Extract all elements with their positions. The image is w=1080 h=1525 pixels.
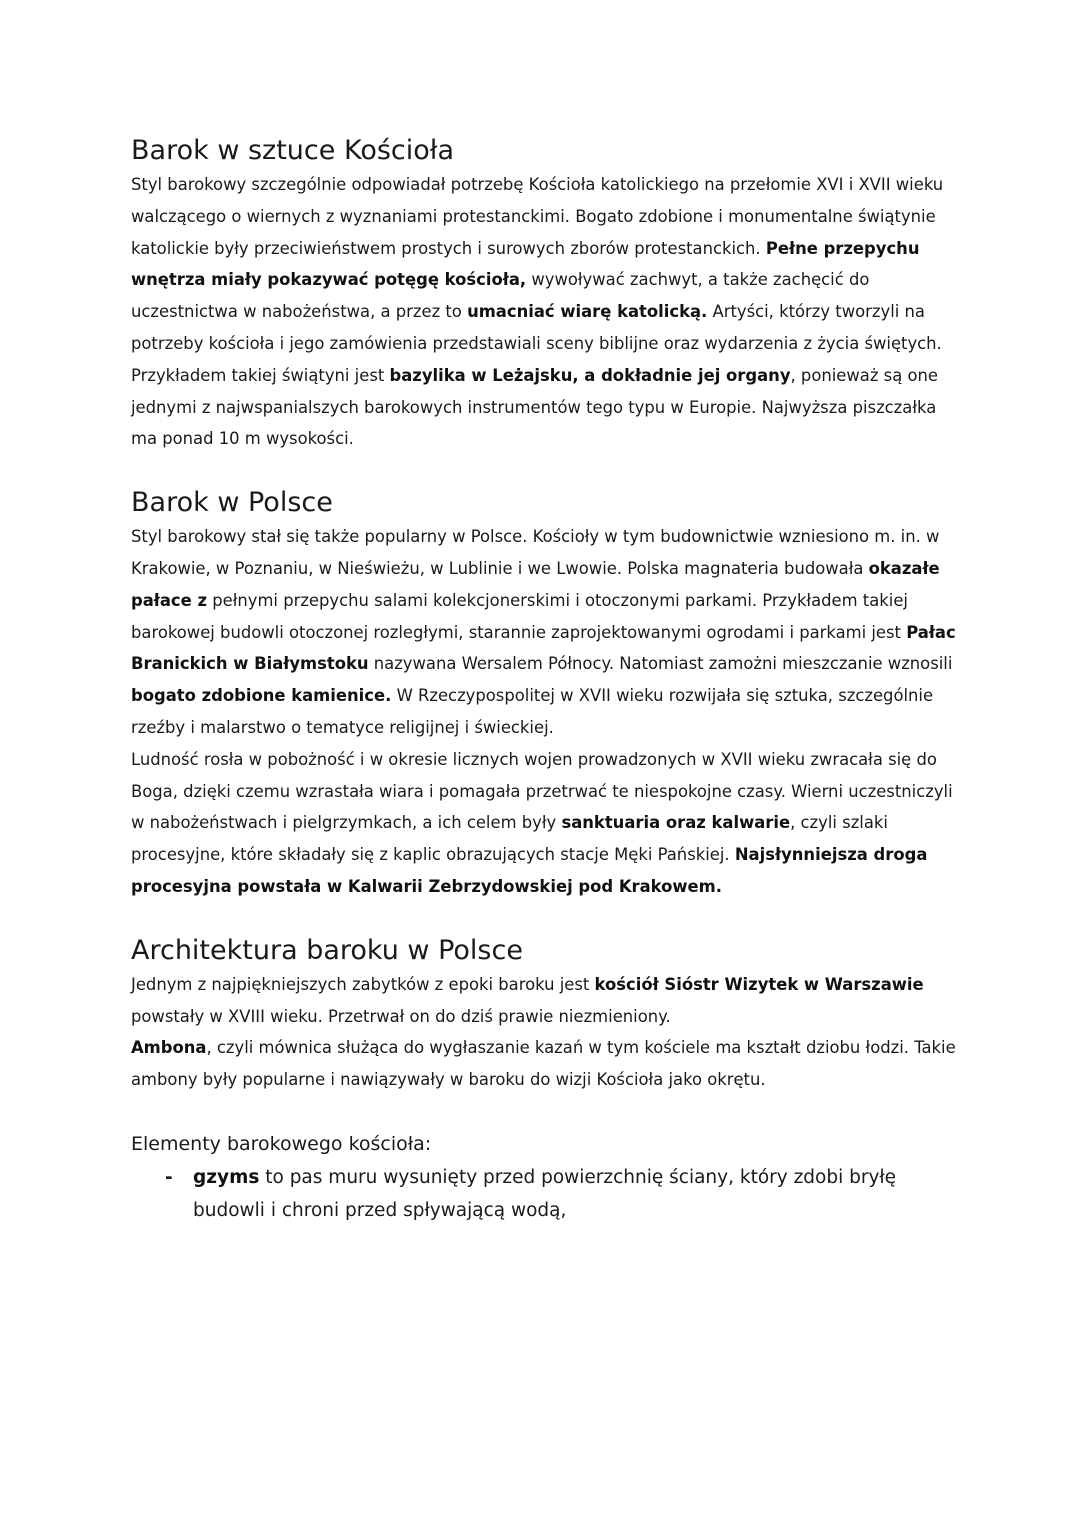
- elements-list: [131, 1161, 961, 1227]
- text-run: Jednym z najpiękniejszych zabytków z epoki baroku jest: [131, 974, 595, 994]
- bullet-dash: -: [165, 1166, 173, 1188]
- elements-list-title: Elementy barokowego kościoła:: [131, 1132, 432, 1155]
- text-run: to pas muru wysunięty przed powierzchnię ściany, który zdobi bryłę budowli i chroni przed spływającą wodą,: [193, 1166, 897, 1221]
- bold-text-run: Pałac Branickich w Białymstoku: [131, 622, 956, 674]
- section-barok-w-sztuce-kosciola: [131, 133, 961, 455]
- section-barok-w-polsce: [131, 485, 961, 903]
- text-run: nazywana Wersalem Północy. Natomiast zamożni mieszczanie wznosili: [368, 654, 953, 674]
- bold-text-run: okazałe pałace z: [131, 558, 940, 610]
- text-run: Ludność rosła w pobożność i w okresie licznych wojen prowadzonych w XVII wieku zwracała się do Boga, dzięki czemu wzrastała wiara i pomagała przetrwać te niespokojne czasy. Wierni uczestniczyli w nabożeństwach i pielgrzymkach, a ich celem były: [131, 749, 953, 833]
- text-run: powstały w XVIII wieku. Przetrwał on do dziś prawie niezmieniony.: [131, 1006, 671, 1026]
- bold-text-run: bogato zdobione kamienice.: [131, 686, 392, 706]
- bold-text-run: gzyms: [193, 1166, 260, 1188]
- text-run: pełnymi przepychu salami kolekcjonerskimi i otoczonymi parkami. Przykładem takiej barokowej budowli otoczonej rozległymi, starannie zaprojektowanymi ogrodami i parkami jest: [131, 590, 908, 642]
- bold-text-run: Najsłynniejsza droga procesyjna powstała w Kalwarii Zebrzydowskiej pod Krakowem.: [131, 845, 928, 896]
- text-run: , czyli szlaki procesyjne, które składały się z kaplic obrazujących stacje Męki Pańskiej.: [131, 813, 888, 865]
- section-heading: Architektura baroku w Polsce: [131, 934, 523, 966]
- text-run: , ponieważ są one jednymi z najwspanialszych barokowych instrumentów tego typu w Europie. Najwyższa piszczałka ma ponad 10 m wysokości.: [131, 365, 938, 449]
- bold-text-run: Ambona: [131, 1038, 207, 1058]
- bold-text-run: umacniać wiarę katolicką.: [467, 302, 708, 322]
- bold-text-run: sanktuaria oraz kalwarie: [561, 813, 791, 833]
- text-run: wywoływać zachwyt, a także zachęcić do uczestnictwa w nabożeństwa, a przez to: [131, 270, 870, 322]
- text-run: , czyli mównica służąca do wygłaszanie kazań w tym kościele ma kształt dziobu łodzi. Takie ambony były popularne i nawiązywały w baroku do wizji Kościoła jako okrętu.: [131, 1038, 956, 1090]
- section-heading: Barok w Polsce: [131, 487, 333, 519]
- section-paragraph: [131, 969, 961, 1096]
- list-item: [165, 1161, 961, 1227]
- section-architektura-baroku: [131, 933, 961, 1096]
- text-run: W Rzeczypospolitej w XVII wieku rozwijała się sztuka, szczególnie rzeźby i malarstwo o tematyce religijnej i świeckiej.: [131, 686, 934, 737]
- document-content: [131, 133, 961, 1227]
- text-run: Styl barokowy szczególnie odpowiadał potrzebę Kościoła katolickiego na przełomie XVI i XVII wieku walczącego o wiernych z wyznaniami protestanckimi. Bogato zdobione i monumentalne świątynie katolickie były przeciwieństwem prostych i surowych zborów protestanckich.: [131, 175, 944, 258]
- bold-text-run: bazylika w Leżajsku, a dokładnie jej organy: [389, 365, 791, 385]
- section-heading: Barok w sztuce Kościoła: [131, 135, 454, 166]
- bold-text-run: Pełne przepychu wnętrza miały pokazywać potęgę kościoła,: [131, 238, 920, 290]
- bold-text-run: kościół Sióstr Wizytek w Warszawie: [594, 974, 924, 994]
- section-paragraph: [131, 521, 961, 903]
- text-run: Przykładem takiej świątyni jest: [131, 365, 390, 385]
- list-item-text: [193, 1167, 896, 1221]
- text-run: Styl barokowy stał się także popularny w Polsce. Kościoły w tym budownictwie wzniesiono m. in. w Krakowie, w Poznaniu, w Nieświeżu, w Lublinie i we Lwowie. Polska magnateria budowała: [131, 527, 940, 578]
- text-run: Artyści, którzy tworzyli na potrzeby kościoła i jego zamówienia przedstawiali sceny biblijne oraz wydarzenia z życia świętych.: [131, 302, 942, 353]
- section-paragraph: [131, 169, 961, 455]
